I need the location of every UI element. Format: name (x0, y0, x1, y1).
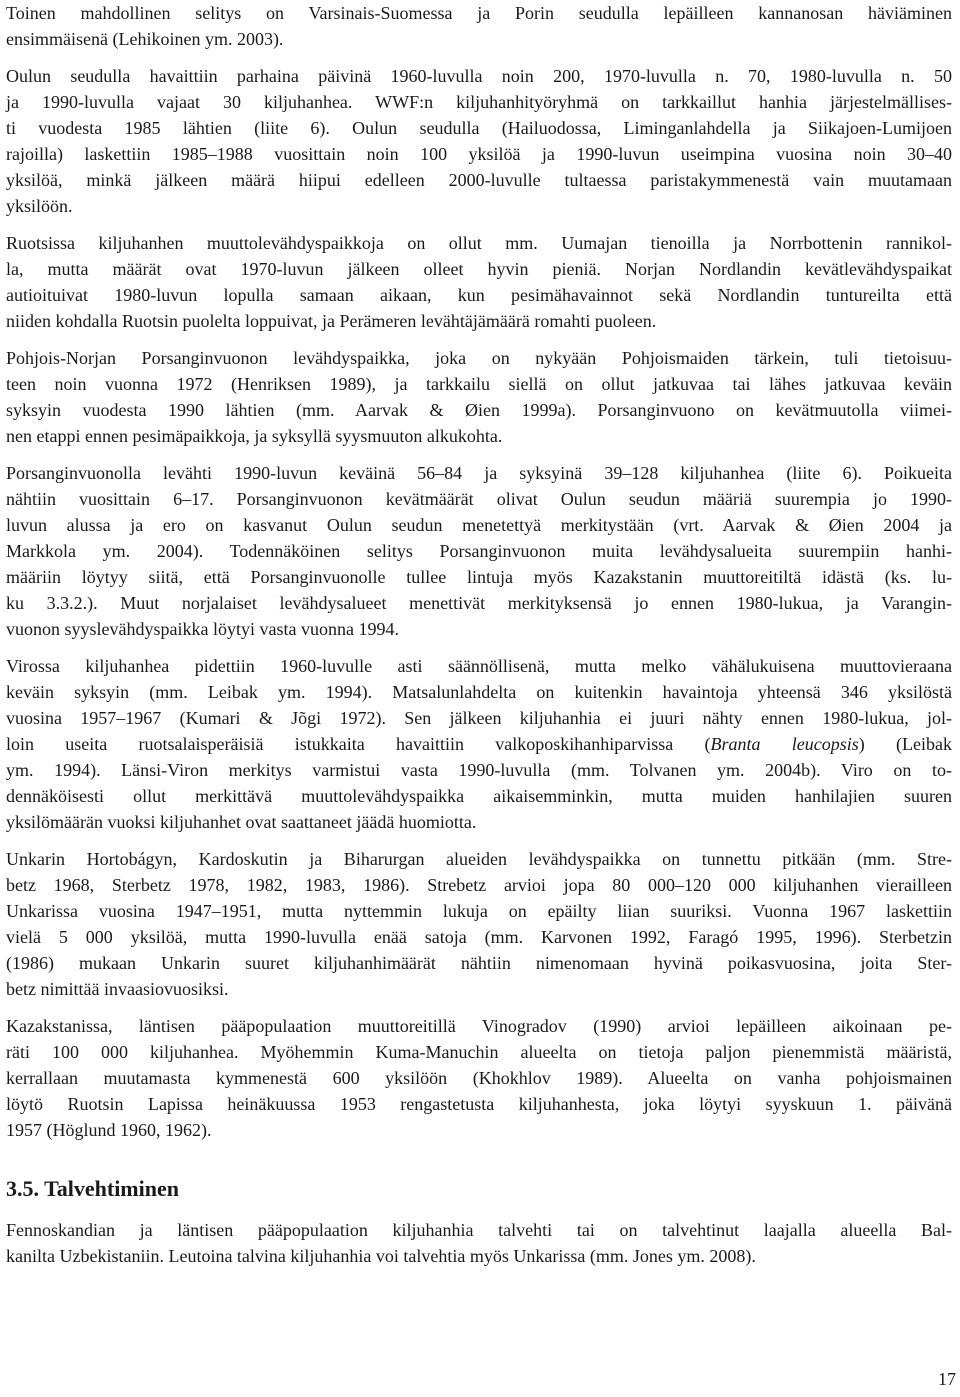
paragraph-unkari (6, 846, 952, 1002)
text-line: Oulun seudulla havaittiin parhaina päivinä 1960-luvulla noin 200, 1970-luvulla n. 70, 1980-luvulla n. 50 (6, 66, 952, 86)
text-line: yksilöön. (6, 196, 73, 216)
text-line: rajoilla) laskettiin 1985–1988 vuosittain noin 100 yksilöä ja 1990-luvun useimpina vuosina noin 30–40 (6, 144, 952, 164)
text-line: autioituivat 1980-luvun lopulla samaan aikaan, kun pesimähavainnot sekä Nordlandin tuntureilta että (6, 285, 952, 305)
text-line: Kazakstanissa, läntisen pääpopulaation muuttoreitillä Vinogradov (1990) arvioi lepäilleen aikoinaan pe- (6, 1016, 952, 1036)
text-line: dennäköisesti ollut merkittävä muuttolevähdyspaikka aikaisemminkin, mutta muiden hanhilajien suuren (6, 786, 952, 806)
text-line: nen etappi ennen pesimäpaikkoja, ja syksyllä syysmuuton alkukohta. (6, 426, 503, 446)
paragraph-talvehtiminen (6, 1217, 952, 1269)
text-line: keväin syksyin (mm. Leibak ym. 1994). Matsalunlahdelta on kuitenkin havaintoja yhteensä 346 yksilöstä (6, 682, 952, 702)
text-line: syksyin vuodesta 1990 lähtien (mm. Aarvak & Øien 1999a). Porsanginvuono on kevätmuutolla viimei- (6, 400, 952, 420)
paragraph-lehikoinen (6, 0, 952, 52)
text-line: ti vuodesta 1985 lähtien (liite 6). Oulun seudulla (Hailuodossa, Liminganlahdella ja Siikajoen-Lumijoen (6, 118, 952, 138)
paragraph-porsanki (6, 345, 952, 449)
text-line: Virossa kiljuhanhea pidettiin 1960-luvulle asti säännöllisenä, mutta melko vähälukuisena muuttovieraana (6, 656, 952, 676)
text-line: ja 1990-luvulla vajaat 30 kiljuhanhea. WWF:n kiljuhanhityöryhmä on tarkkaillut hanhia järjestelmällises- (6, 92, 952, 112)
text-line: ku 3.3.2.). Muut norjalaiset levähdysalueet menettivät merkityksensä jo ennen 1980-lukua, ja Varangin- (6, 593, 952, 613)
text-line: luvun alussa ja ero on kasvanut Oulun seudun menetettyä merkitystään (vrt. Aarvak & Øien 2004 ja (6, 515, 952, 535)
text-line: vielä 5 000 yksilöä, mutta 1990-luvulla enää satoja (mm. Karvonen 1992, Faragó 1995, 1996). Sterbetzin (6, 927, 952, 947)
text-line: vuosina 1957–1967 (Kumari & Jõgi 1972). Sen jälkeen kiljuhanhia ei juuri nähty ennen 1980-lukua, jol- (6, 708, 952, 728)
document-page (6, 0, 952, 1269)
species-name: Branta leucopsis (710, 734, 859, 754)
text-line: Ruotsissa kiljuhanhen muuttolevähdyspaikkoja on ollut mm. Uumajan tienoilla ja Norrbottenin rannikol- (6, 233, 952, 253)
page-number: 17 (938, 1369, 956, 1389)
text-line: yksilömäärän vuoksi kiljuhanhet ovat saattaneet jäädä huomiotta. (6, 812, 477, 832)
text-line: määriin löytyy siitä, että Porsanginvuonolle tullee lintuja myös Kazakstanin muuttoreitiltä idästä (ks. lu- (6, 567, 952, 587)
text-line: Porsanginvuonolla levähti 1990-luvun keväinä 56–84 ja syksyinä 39–128 kiljuhanhea (liite 6). Poikueita (6, 463, 952, 483)
text-line: betz 1968, Sterbetz 1978, 1982, 1983, 1986). Strebetz arvioi jopa 80 000–120 000 kiljuhanhen vierailleen (6, 875, 952, 895)
text-line: räti 100 000 kiljuhanhea. Myöhemmin Kuma-Manuchin alueelta on tietoja paljon pienemmistä määristä, (6, 1042, 952, 1062)
text-line: 1957 (Höglund 1960, 1962). (6, 1120, 212, 1140)
text-line: ensimmäisenä (Lehikoinen ym. 2003). (6, 29, 284, 49)
text-line: teen noin vuonna 1972 (Henriksen 1989), ja tarkkailu siellä on ollut jatkuvaa tai lähes jatkuvaa keväin (6, 374, 952, 394)
text-line: betz nimittää invaasiovuosiksi. (6, 979, 229, 999)
paragraph-porsanginvuono (6, 460, 952, 642)
text-line: Fennoskandian ja läntisen pääpopulaation kiljuhanhia talvehti tai on talvehtinut laajalla alueella Bal- (6, 1220, 952, 1240)
text-line: (1986) mukaan Unkarin suuret kiljuhanhimäärät nähtiin nimenomaan hyvinä poikasvuosina, joita Ster- (6, 953, 952, 973)
section-heading: 3.5. Talvehtiminen (6, 1176, 179, 1201)
text-line: vuonon syyslevähdyspaikka löytyi vasta vuonna 1994. (6, 619, 399, 639)
text-line: niiden kohdalla Ruotsin puolelta loppuivat, ja Perämeren levähtäjämäärä romahti puoleen. (6, 311, 657, 331)
text-line: la, mutta määrät ovat 1970-luvun jälkeen olleet hyvin pieniä. Norjan Nordlandin kevätlevähdyspaikat (6, 259, 952, 279)
text-line: Unkarin Hortobágyn, Kardoskutin ja Biharurgan alueiden levähdyspaikka on tunnettu pitkään (mm. Stre- (6, 849, 952, 869)
text-line: Toinen mahdollinen selitys on Varsinais-Suomessa ja Porin seudulla lepäilleen kannanosan häviäminen (6, 3, 952, 23)
text-line: löytö Ruotsin Lapissa heinäkuussa 1953 rengastetusta kiljuhanhesta, joka löytyi syyskuun 1. päivänä (6, 1094, 952, 1114)
paragraph-viro (6, 653, 952, 835)
paragraph-ruotsi (6, 230, 952, 334)
text-line: kanilta Uzbekistaniin. Leutoina talvina kiljuhanhia voi talvehtia myös Unkarissa (mm. Jones ym. 2008). (6, 1246, 756, 1266)
text-line: Pohjois-Norjan Porsanginvuonon levähdyspaikka, joka on nykyään Pohjoismaiden tärkein, tuli tietoisuu- (6, 348, 952, 368)
paragraph-kazakstan (6, 1013, 952, 1143)
text-line: Unkarissa vuosina 1947–1951, mutta nyttemmin lukuja on epäilty liian suuriksi. Vuonna 1967 laskettiin (6, 901, 952, 921)
text-line: nähtiin vuosittain 6–17. Porsanginvuonon kevätmäärät olivat Oulun seudun määriä suurempia jo 1990- (6, 489, 952, 509)
text-line: ym. 1994). Länsi-Viron merkitys varmistui vasta 1990-luvulla (mm. Tolvanen ym. 2004b). Viro on to- (6, 760, 952, 780)
text-line: Markkola ym. 2004). Todennäköinen selitys Porsanginvuonon muita levähdysalueita suurempiin hanhi- (6, 541, 952, 561)
text-line: kerrallaan muutamasta kymmenestä 600 yksilöön (Khokhlov 1989). Alueelta on vanha pohjoismainen (6, 1068, 952, 1088)
text-line: loin useita ruotsalaisperäisiä istukkaita havaittiin valkoposkihanhiparvissa (Branta leucopsis) (Leibak (6, 734, 952, 754)
paragraph-oulu (6, 63, 952, 219)
text-line: yksilöä, minkä jälkeen määrä hiipui edelleen 2000-luvulle tultaessa paristakymmenestä vain muutamaan (6, 170, 952, 190)
